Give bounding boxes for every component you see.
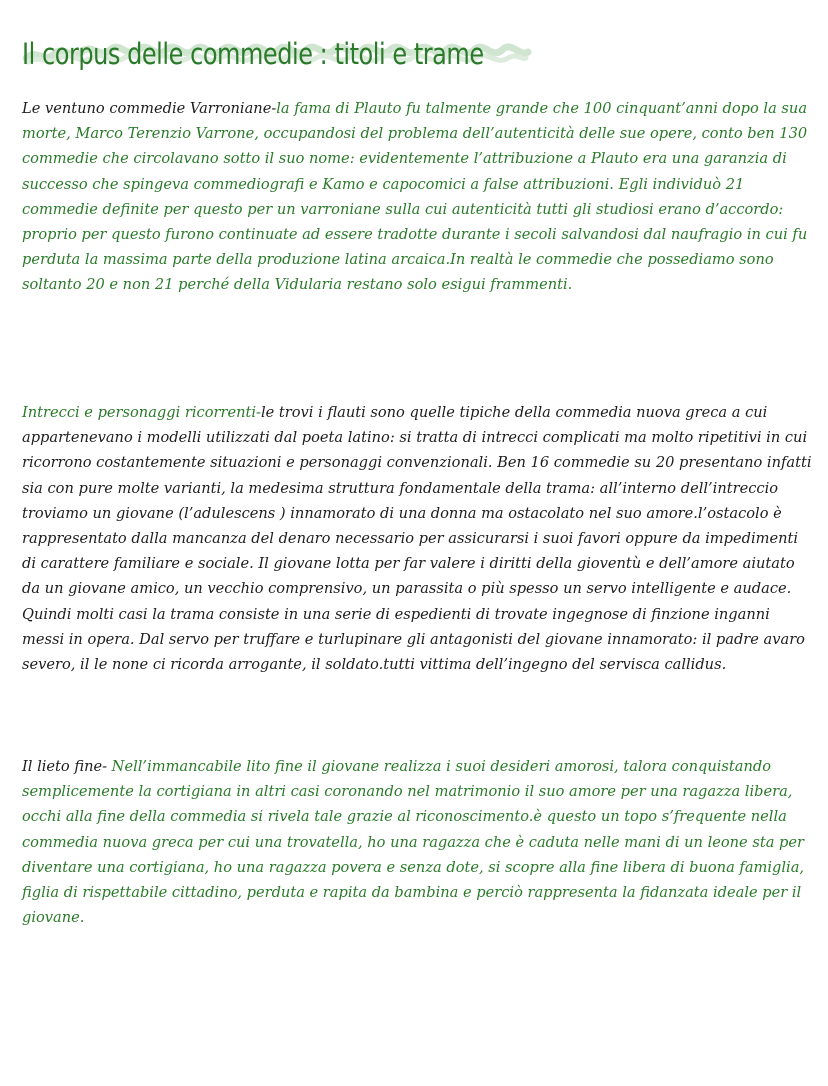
section-lieto-fine [22,754,812,930]
section-body: Nell’immancabile lito fine il giovane realizza i suoi desideri amorosi, talora conquistando semplicemente la cortigiana in altri casi coronando nel matrimonio il suo amore per una ragazza libera, occhi alla fine della commedia si rivela tale grazie al riconoscimento.è questo un topo s’frequente nella commedia nuova greca per cui una trovatella, ho una ragazza che è caduta nelle mani di un leone sta per diventare una cortigiana, ho una ragazza povera e senza dote, si scopre alla fine libera di buona famiglia, figlia di rispettabile cittadino, perduta e rapita da bambina e perciò rappresenta la fidanzata ideale per il giovane. [22,758,805,927]
title-block [22,14,542,72]
section-body: la fama di Plauto fu talmente grande che 100 cinquant’anni dopo la sua morte, Marco Terenzio Varrone, occupandosi del problema dell’autenticità delle sue opere, conto ben 130 commedie che circolavano sotto il suo nome: evidentemente l’attribuzione a Plauto era una garanzia di successo che spingeva commediografi e Kamo e capocomici a false attribuzioni. Egli individuò 21 commedie definite per questo per un varroniane sulla cui autenticità tutti gli studiosi erano d’accordo: proprio per questo furono continuate ad essere tradotte durante i secoli salvandosi dal naufragio in cui fu perduta la massima parte della produzione latina arcaica.In realtà le commedie che possediamo sono soltanto 20 e non 21 perché della Vidularia restano solo esigui frammenti. [22,100,808,294]
section-intrecci [22,400,812,677]
section-heading: Il lieto fine- [22,758,108,775]
section-varroniane [22,96,812,298]
section-heading: Le ventuno commedie Varroniane- [22,100,277,117]
page-title: Il corpus delle commedie : titoli e trame [22,37,484,72]
section-body: le trovi i flauti sono quelle tipiche della commedia nuova greca a cui appartenevano i modelli utilizzati dal poeta latino: si tratta di intrecci complicati ma molto ripetitivi in cui ricorrono costantemente situazioni e personaggi convenzionali. Ben 16 commedie su 20 presentano infatti sia con pure molte varianti, la medesima struttura fondamentale della trama: all’interno dell’intreccio troviamo un giovane (l’adulescens ) innamorato di una donna ma ostacolato nel suo amore.l’ostacolo è rappresentato dalla mancanza del denaro necessario per assicurarsi i suoi favori oppure da impedimenti di carattere familiare e sociale. Il giovane lotta per far valere i diritti della gioventù e dell’amore aiutato da un giovane amico, un vecchio comprensivo, un parassita o più spesso un servo intelligente e audace. Quindi molti casi la trama consiste in una serie di espedienti di trovate ingegnose di finzione inganni messi in opera. Dal servo per truffare e turlupinare gli antagonisti del giovane innamorato: il padre avaro severo, il le none ci ricorda arrogante, il soldato.tutti vittima dell’ingegno del servisca callidus. [22,404,812,674]
section-heading: Intrecci e personaggi ricorrenti- [22,404,261,421]
